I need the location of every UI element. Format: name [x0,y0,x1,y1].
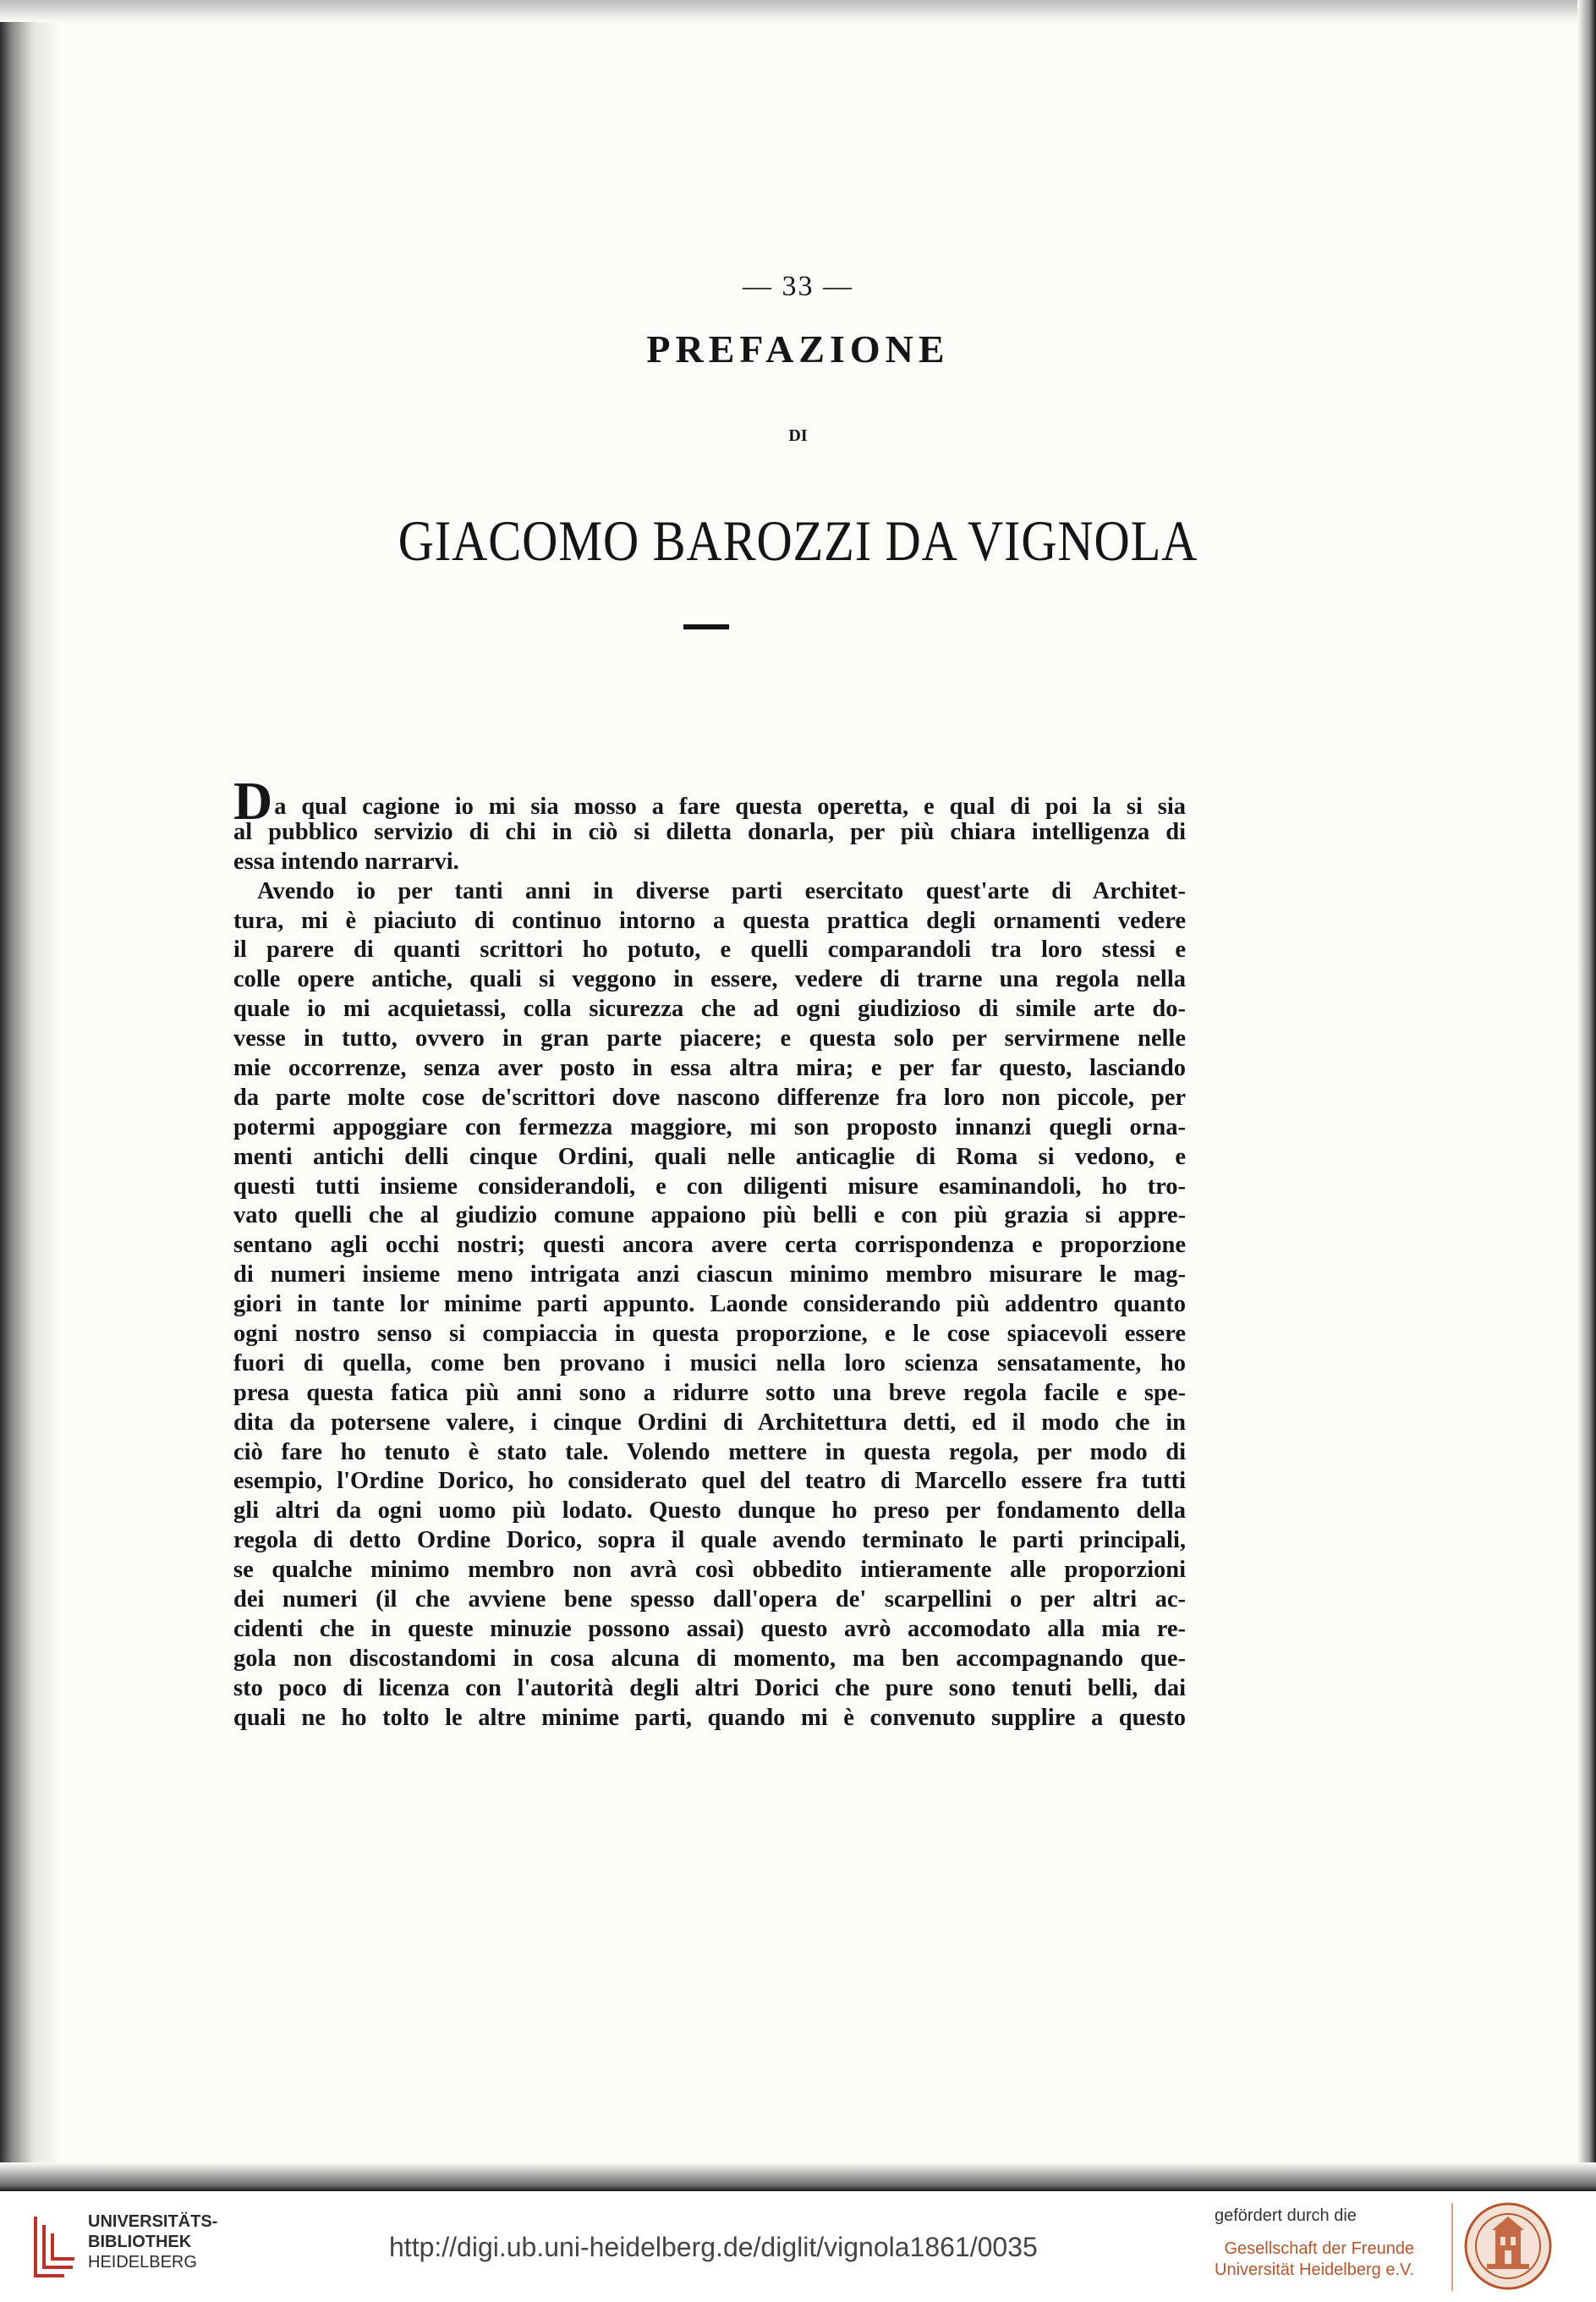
text-line: potermi appoggiare con fermezza maggiore, mi son proposto innanzi quegli orna- [233,1113,1186,1140]
library-name [88,2211,217,2272]
text-line: vesse in tutto, ovvero in gran parte piacere; e questa solo per servirmene nelle [233,1025,1186,1052]
sponsor-name-line: Universität Heidelberg e.V. [1215,2261,1415,2279]
text-line: tura, mi è piaciuto di continuo intorno a questa prattica degli ornamenti vedere [233,907,1186,934]
text-line: dita da potersene valere, i cinque Ordini di Architettura detti, ed il modo che in [233,1409,1186,1436]
text-line: al pubblico servizio di chi in ciò si diletta donarla, per più chiara intelligenza di [233,818,1186,845]
author-name: GIACOMO BAROZZI DA VIGNOLA [398,508,1198,573]
library-name-line: HEIDELBERG [88,2253,197,2272]
sponsor-divider [1451,2203,1453,2291]
sponsor-intro: gefördert durch die [1215,2206,1357,2225]
text-line: dei numeri (il che avviene bene spesso dall'opera de' scarpellini o per altri ac- [233,1586,1186,1613]
sponsor-name [1215,2239,1414,2281]
text-line: quale io mi acquietassi, colla sicurezza che ad ogni giudizioso di simile arte do- [233,996,1186,1023]
text-line: vato quelli che al giudizio comune appaiono più belli e con più grazia si appre- [233,1202,1186,1229]
text-line: se qualche minimo membro non avrà così obbedito intieramente alle proporzioni [233,1557,1186,1584]
chapter-title: PREFAZIONE [646,327,950,371]
text-line: questi tutti insieme considerandoli, e con diligenti misure esaminandoli, ho tro- [233,1173,1186,1200]
text-line: mie occorrenze, senza aver posto in essa altra mira; e per far questo, lasciando [233,1055,1186,1082]
text-line: colle opere antiche, quali si veggono in essere, vedere di trarne una regola nella [233,966,1186,993]
text-line: da parte molte cose de'scrittori dove nascono differenze fra loro non piccole, per [233,1084,1186,1111]
footer-bar [0,2191,1596,2302]
text-line: sto poco di licenza con l'autorità degli altri Dorici che pure sono tenuti belli, dai [233,1674,1186,1701]
text-line: quali ne ho tolto le altre minime parti, quando mi è convenuto supplire a questo [233,1704,1186,1731]
bottom-shadow [0,2162,1596,2191]
text-line: esempio, l'Ordine Dorico, ho considerato quel del teatro di Marcello essere fra tutti [233,1468,1186,1495]
page-number: — 33 — [743,271,853,302]
text-line: di numeri insieme meno intrigata anzi ciascun minimo membro misurare le mag- [233,1261,1186,1288]
text-line: regola di detto Ordine Dorico, sopra il quale avendo terminato le parti principali, [233,1527,1186,1554]
sponsor-name-line: Gesellschaft der Freunde [1224,2239,1415,2258]
text-line: giori in tante lor minime parti appunto. Laonde considerando più addentro quanto [233,1291,1186,1318]
text-line: gola non discostandomi in cosa alcuna di momento, ma ben accompagnando que- [233,1645,1186,1672]
text-line: ogni nostro senso si compiaccia in questa proporzione, e le cose spiacevoli essere [233,1321,1186,1348]
text-line: il parere di quanti scrittori ho potuto, e quelli comparandoli tra loro stessi e [233,937,1186,964]
text-line [233,771,1186,831]
text-line: ciò fare ho tenuto è stato tale. Volendo mettere in questa regola, per modo di [233,1438,1186,1465]
text-line: Avendo io per tanti anni in diverse parti esercitato quest'arte di Architet- [257,877,1186,904]
university-library-logo-icon[interactable] [30,2208,80,2284]
text-line: fuori di quella, come ben provano i musici nella loro scienza sensatamente, ho [233,1349,1186,1376]
title-preposition: DI [788,426,808,445]
top-shadow [0,0,1596,22]
text-line: sentano agli occhi nostri; questi ancora avere certa corrispondenza e proporzione [233,1232,1186,1259]
body-text [233,771,1186,1733]
library-name-line: BIBLIOTHEK [88,2233,192,2251]
text-line: cidenti che in queste minuzie possono assai) questo avrò accomodato alla mia re- [233,1615,1186,1642]
university-seal-icon[interactable] [1462,2200,1555,2293]
document-url-link[interactable]: http://digi.ub.uni-heidelberg.de/diglit/vignola1861/0035 [389,2232,1038,2262]
title-rule [683,624,729,629]
text-line: essa intendo narrarvi. [233,848,459,875]
drop-cap: D [233,771,273,831]
library-name-line: UNIVERSITÄTS- [88,2212,218,2231]
paragraph [233,877,1186,1733]
text-line-content: a qual cagione io mi sia mosso a fare questa operetta, e qual di poi la si sia [274,794,1186,820]
text-line: gli altri da ogni uomo più lodato. Questo dunque ho preso per fondamento della [233,1497,1186,1525]
text-line: menti antichi delli cinque Ordini, quali nelle anticaglie di Roma si vedono, e [233,1143,1186,1170]
text-line: presa questa fatica più anni sono a ridurre sotto una breve regola facile e spe- [233,1379,1186,1406]
